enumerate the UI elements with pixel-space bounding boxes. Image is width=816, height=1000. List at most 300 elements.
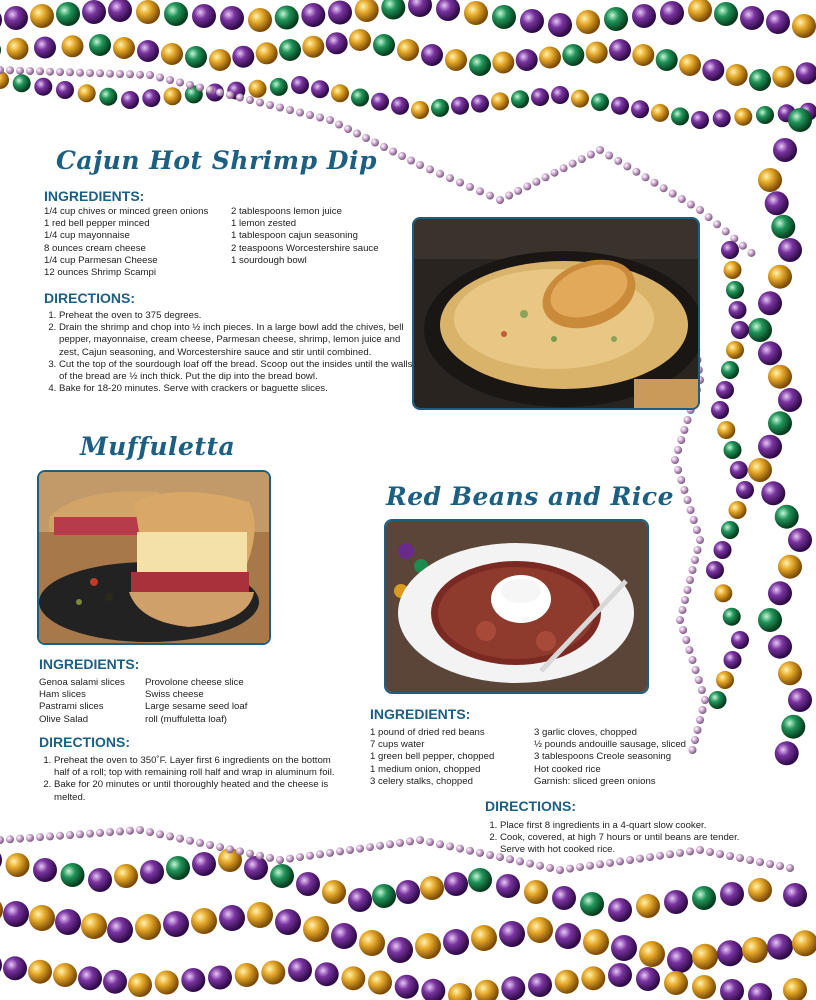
bead bbox=[651, 104, 669, 122]
bead bbox=[614, 157, 622, 165]
bead bbox=[56, 2, 80, 26]
bead bbox=[778, 555, 802, 579]
ingredient-item: ½ pounds andouille sausage, sliced bbox=[534, 739, 687, 751]
bead bbox=[471, 95, 489, 113]
ingredient-item: 12 ounces Shrimp Scampi bbox=[44, 267, 156, 279]
bead bbox=[436, 0, 460, 21]
bead bbox=[220, 6, 244, 30]
bead bbox=[206, 841, 214, 849]
bead bbox=[137, 40, 159, 62]
ingredient-item: 1 lemon zested bbox=[231, 218, 297, 230]
bead bbox=[611, 935, 637, 961]
bead bbox=[758, 435, 782, 459]
bead bbox=[714, 541, 732, 559]
bead bbox=[359, 930, 385, 956]
bead bbox=[786, 864, 794, 872]
bead bbox=[496, 196, 504, 204]
bead bbox=[436, 840, 444, 848]
bead bbox=[421, 979, 445, 1000]
bead bbox=[226, 845, 234, 853]
bead bbox=[716, 671, 734, 689]
bead bbox=[445, 49, 467, 71]
bead bbox=[108, 0, 132, 22]
ingredient-item: 1 pound of dried red beans bbox=[370, 727, 485, 738]
bead bbox=[216, 89, 224, 97]
bead bbox=[756, 106, 774, 124]
bead bbox=[286, 855, 294, 863]
bead bbox=[431, 99, 449, 117]
bead bbox=[53, 963, 77, 987]
bead bbox=[511, 90, 529, 108]
bead bbox=[775, 505, 799, 529]
bead bbox=[562, 44, 584, 66]
bead bbox=[326, 849, 334, 857]
bead bbox=[527, 917, 553, 943]
bead bbox=[276, 104, 284, 112]
bead bbox=[146, 828, 154, 836]
bead bbox=[696, 536, 704, 544]
bead bbox=[4, 6, 28, 30]
bead bbox=[581, 966, 605, 990]
bead bbox=[623, 162, 631, 170]
bead bbox=[520, 9, 544, 33]
bead bbox=[528, 973, 552, 997]
ingredient-item: 1 tablespoon cajun seasoning bbox=[231, 230, 358, 242]
bead bbox=[136, 71, 144, 79]
bead bbox=[368, 971, 392, 995]
bead bbox=[166, 832, 174, 840]
bead bbox=[651, 179, 659, 187]
bead bbox=[730, 461, 748, 479]
bead bbox=[499, 921, 525, 947]
bead bbox=[36, 67, 44, 75]
bead bbox=[286, 106, 294, 114]
bead bbox=[721, 521, 739, 539]
bead bbox=[386, 840, 394, 848]
bead bbox=[691, 111, 709, 129]
bead bbox=[270, 864, 294, 888]
bead bbox=[341, 966, 365, 990]
bead bbox=[681, 596, 689, 604]
ingredient-item: 3 tablespoons Creole seasoning bbox=[534, 751, 672, 763]
bead bbox=[674, 446, 682, 454]
bead bbox=[758, 341, 782, 365]
bead bbox=[695, 676, 703, 684]
bead bbox=[768, 581, 792, 605]
bead bbox=[336, 847, 344, 855]
bead bbox=[501, 976, 525, 1000]
bead bbox=[126, 827, 134, 835]
bead bbox=[671, 456, 679, 464]
ingredient-item: roll (muffuletta loaf) bbox=[145, 713, 227, 725]
bead bbox=[166, 76, 174, 84]
red-beans-title: Red Beans and Rice bbox=[386, 482, 675, 511]
muffuletta-ingredients-right bbox=[145, 677, 247, 726]
bead bbox=[66, 831, 74, 839]
bead bbox=[328, 1, 352, 25]
bead bbox=[302, 36, 324, 58]
bead bbox=[331, 923, 357, 949]
bead bbox=[526, 860, 534, 868]
bead bbox=[678, 195, 686, 203]
bead bbox=[724, 261, 742, 279]
ingredient-item: 1 medium onion, chopped bbox=[370, 763, 481, 775]
bead bbox=[783, 978, 807, 1000]
bead bbox=[326, 116, 334, 124]
bead bbox=[632, 4, 656, 28]
bead bbox=[373, 34, 395, 56]
bead bbox=[0, 848, 2, 872]
muffuletta-title: Muffuletta bbox=[80, 432, 236, 461]
bead bbox=[691, 736, 699, 744]
bead bbox=[166, 856, 190, 880]
bead bbox=[196, 84, 204, 92]
bead bbox=[236, 847, 244, 855]
bead bbox=[16, 835, 24, 843]
bead bbox=[326, 32, 348, 54]
bead bbox=[6, 66, 14, 74]
bead bbox=[587, 151, 595, 159]
bead bbox=[34, 37, 56, 59]
bead bbox=[249, 80, 267, 98]
bead bbox=[26, 67, 34, 75]
bead bbox=[486, 192, 494, 200]
bead bbox=[721, 241, 739, 259]
bead bbox=[266, 101, 274, 109]
bead bbox=[192, 852, 216, 876]
bead bbox=[691, 556, 699, 564]
bead bbox=[136, 0, 160, 24]
bead bbox=[576, 863, 584, 871]
bead bbox=[356, 845, 364, 853]
bead bbox=[266, 854, 274, 862]
bead bbox=[466, 183, 474, 191]
bead bbox=[256, 42, 278, 64]
bead bbox=[688, 0, 712, 22]
bead bbox=[30, 4, 54, 28]
bead bbox=[416, 836, 424, 844]
bead bbox=[248, 8, 272, 32]
red-beans-photo bbox=[384, 519, 649, 694]
shrimp-dip-title: Cajun Hot Shrimp Dip bbox=[56, 146, 377, 175]
bead bbox=[771, 215, 795, 239]
bead bbox=[656, 49, 678, 71]
bead bbox=[387, 937, 413, 963]
bead bbox=[551, 86, 569, 104]
bead bbox=[768, 635, 792, 659]
bead bbox=[546, 864, 554, 872]
bead bbox=[731, 321, 749, 339]
ingredient-item: 1/4 cup Parmesan Cheese bbox=[44, 254, 158, 266]
red-beans-ingredients-left bbox=[370, 727, 494, 788]
bead bbox=[232, 46, 254, 68]
bead bbox=[34, 78, 52, 96]
ingredient-item: 1 sourdough bowl bbox=[231, 254, 307, 266]
muffuletta-directions-list bbox=[39, 755, 344, 804]
bead bbox=[679, 626, 687, 634]
bead bbox=[270, 78, 288, 96]
bead bbox=[296, 109, 304, 117]
bead bbox=[758, 291, 782, 315]
bead bbox=[96, 69, 104, 77]
bead bbox=[303, 916, 329, 942]
bead bbox=[216, 843, 224, 851]
bead bbox=[674, 466, 682, 474]
bead bbox=[121, 91, 139, 109]
bead bbox=[476, 849, 484, 857]
direction-step: 1. Preheat the oven to 350˚F. Layer first 6 ingredients on the bottom half of a roll; top with remaining roll half and wrap in aluminum foil. bbox=[54, 755, 344, 779]
bead bbox=[291, 76, 309, 94]
bead bbox=[586, 862, 594, 870]
bead bbox=[236, 94, 244, 102]
bead bbox=[103, 970, 127, 994]
shrimp-directions-heading: DIRECTIONS: bbox=[44, 290, 135, 306]
bead bbox=[396, 839, 404, 847]
bead bbox=[191, 908, 217, 934]
bead bbox=[560, 164, 568, 172]
bead bbox=[516, 857, 524, 865]
bead bbox=[768, 265, 792, 289]
bead bbox=[161, 43, 183, 65]
ingredient-item: 1 red bell pepper minced bbox=[44, 218, 150, 230]
bead bbox=[720, 979, 744, 1000]
bead bbox=[371, 93, 389, 111]
bead bbox=[256, 852, 264, 860]
bead bbox=[783, 883, 807, 907]
direction-step: 3. Cut the top of the sourdough loaf off the bread. Scoop out the insides until the walls of the bread are ½ inch thick. Put the dip into the bread bowl. bbox=[59, 359, 415, 383]
bead bbox=[729, 501, 747, 519]
bead bbox=[684, 586, 692, 594]
bead bbox=[279, 39, 301, 61]
bead bbox=[705, 213, 713, 221]
ingredient-item: Swiss cheese bbox=[145, 689, 204, 701]
ingredient-item: 8 ounces cream cheese bbox=[44, 242, 146, 254]
bead bbox=[698, 686, 706, 694]
bead bbox=[471, 925, 497, 951]
bead bbox=[576, 10, 600, 34]
bead bbox=[687, 201, 695, 209]
bead bbox=[140, 860, 164, 884]
bead bbox=[164, 2, 188, 26]
bead bbox=[778, 238, 802, 262]
bead bbox=[692, 886, 716, 910]
direction-step: 2. Drain the shrimp and chop into ½ inch pieces. In a large bowl add the chives, bell pepper, mayonnaise, cream cheese, Parmesan cheese, shrimp, lemon juice and zest, Cajun seasoning, and Worcestershire sauce and stir until combined. bbox=[59, 322, 415, 359]
bead bbox=[346, 846, 354, 854]
bead bbox=[740, 6, 764, 30]
bead bbox=[235, 963, 259, 987]
bead bbox=[516, 49, 538, 71]
bead bbox=[448, 983, 472, 1000]
bead bbox=[731, 631, 749, 649]
bead bbox=[608, 898, 632, 922]
bead bbox=[135, 914, 161, 940]
bead bbox=[335, 121, 343, 129]
bead bbox=[748, 878, 772, 902]
bead bbox=[692, 944, 718, 970]
bead bbox=[596, 146, 604, 154]
bead bbox=[164, 87, 182, 105]
bead bbox=[776, 862, 784, 870]
bead bbox=[0, 897, 3, 923]
bead bbox=[642, 173, 650, 181]
bead bbox=[496, 874, 520, 898]
bead bbox=[492, 52, 514, 74]
bead bbox=[288, 958, 312, 982]
bead bbox=[772, 66, 794, 88]
bead bbox=[406, 837, 414, 845]
bead bbox=[362, 134, 370, 142]
bead bbox=[551, 169, 559, 177]
bead bbox=[701, 696, 709, 704]
bead bbox=[476, 187, 484, 195]
bead bbox=[555, 923, 581, 949]
bead bbox=[126, 70, 134, 78]
bead bbox=[96, 829, 104, 837]
bead bbox=[436, 170, 444, 178]
bead bbox=[722, 227, 730, 235]
bead bbox=[396, 880, 420, 904]
red-beans-ingredients-heading: INGREDIENTS: bbox=[370, 706, 471, 722]
bead bbox=[415, 933, 441, 959]
shrimp-dip-photo bbox=[412, 217, 700, 410]
bead bbox=[421, 44, 443, 66]
bead bbox=[56, 68, 64, 76]
bead bbox=[604, 7, 628, 31]
bead bbox=[571, 90, 589, 108]
bead bbox=[3, 901, 29, 927]
shrimp-ingredients-left bbox=[44, 206, 208, 279]
bead bbox=[226, 91, 234, 99]
ingredient-item: Pastrami slices bbox=[39, 701, 104, 713]
bead bbox=[778, 388, 802, 412]
bead bbox=[348, 888, 372, 912]
bead bbox=[106, 828, 114, 836]
bead bbox=[156, 830, 164, 838]
bead bbox=[766, 10, 790, 34]
bead bbox=[163, 911, 189, 937]
bead bbox=[256, 99, 264, 107]
bead bbox=[677, 476, 685, 484]
red-beans-directions-heading: DIRECTIONS: bbox=[485, 798, 576, 814]
bead bbox=[36, 833, 44, 841]
ingredient-item: Garnish: sliced green onions bbox=[534, 775, 656, 787]
bead bbox=[709, 691, 727, 709]
bead bbox=[748, 458, 772, 482]
bead bbox=[692, 666, 700, 674]
bead bbox=[349, 29, 371, 51]
bead bbox=[591, 93, 609, 111]
bead bbox=[16, 67, 24, 75]
bead bbox=[723, 608, 741, 626]
bead bbox=[28, 960, 52, 984]
bead bbox=[316, 114, 324, 122]
bead bbox=[469, 54, 491, 76]
bead bbox=[680, 426, 688, 434]
bead bbox=[391, 97, 409, 115]
bead bbox=[694, 726, 702, 734]
bead bbox=[679, 54, 701, 76]
ingredient-item: 1 green bell pepper, chopped bbox=[370, 751, 495, 763]
bead bbox=[748, 318, 772, 342]
bead bbox=[475, 980, 499, 1000]
bead bbox=[81, 913, 107, 939]
bead bbox=[687, 506, 695, 514]
bead bbox=[89, 34, 111, 56]
bead bbox=[694, 546, 702, 554]
bead bbox=[690, 516, 698, 524]
bead bbox=[395, 975, 419, 999]
bead bbox=[113, 37, 135, 59]
bead bbox=[524, 880, 548, 904]
bead bbox=[742, 937, 768, 963]
bead bbox=[106, 70, 114, 78]
bead bbox=[492, 5, 516, 29]
bead bbox=[246, 96, 254, 104]
bead bbox=[632, 44, 654, 66]
bead bbox=[713, 220, 721, 228]
ingredient-item: 3 garlic cloves, chopped bbox=[534, 727, 637, 738]
bead bbox=[720, 882, 744, 906]
bead bbox=[684, 416, 692, 424]
bead bbox=[768, 411, 792, 435]
bead bbox=[246, 850, 254, 858]
bead bbox=[366, 843, 374, 851]
muffuletta-directions-heading: DIRECTIONS: bbox=[39, 734, 130, 750]
bead bbox=[29, 905, 55, 931]
bead bbox=[78, 84, 96, 102]
bead bbox=[724, 651, 742, 669]
bead bbox=[56, 832, 64, 840]
bead bbox=[296, 872, 320, 896]
bead bbox=[532, 178, 540, 186]
bead bbox=[261, 961, 285, 985]
bead bbox=[322, 880, 346, 904]
bead bbox=[696, 716, 704, 724]
bead bbox=[186, 837, 194, 845]
bead bbox=[46, 832, 54, 840]
bead bbox=[631, 100, 649, 118]
bead bbox=[416, 161, 424, 169]
bead bbox=[397, 39, 419, 61]
bead bbox=[82, 0, 106, 24]
bead bbox=[721, 361, 739, 379]
bead bbox=[766, 860, 774, 868]
bead bbox=[208, 966, 232, 990]
bead bbox=[748, 983, 772, 1000]
bead bbox=[747, 249, 755, 257]
bead bbox=[713, 109, 731, 127]
bead bbox=[78, 966, 102, 990]
bead bbox=[616, 857, 624, 865]
bead bbox=[464, 1, 488, 25]
bead bbox=[176, 835, 184, 843]
bead bbox=[296, 853, 304, 861]
bead bbox=[696, 206, 704, 214]
bead bbox=[792, 930, 816, 956]
bead bbox=[684, 496, 692, 504]
bead bbox=[669, 190, 677, 198]
bead bbox=[660, 184, 668, 192]
bead bbox=[693, 526, 701, 534]
bead bbox=[456, 179, 464, 187]
bead bbox=[756, 858, 764, 866]
bead bbox=[451, 97, 469, 115]
bead bbox=[0, 8, 2, 32]
bead bbox=[692, 975, 716, 999]
bead bbox=[426, 838, 434, 846]
bead bbox=[706, 561, 724, 579]
bead bbox=[6, 853, 30, 877]
